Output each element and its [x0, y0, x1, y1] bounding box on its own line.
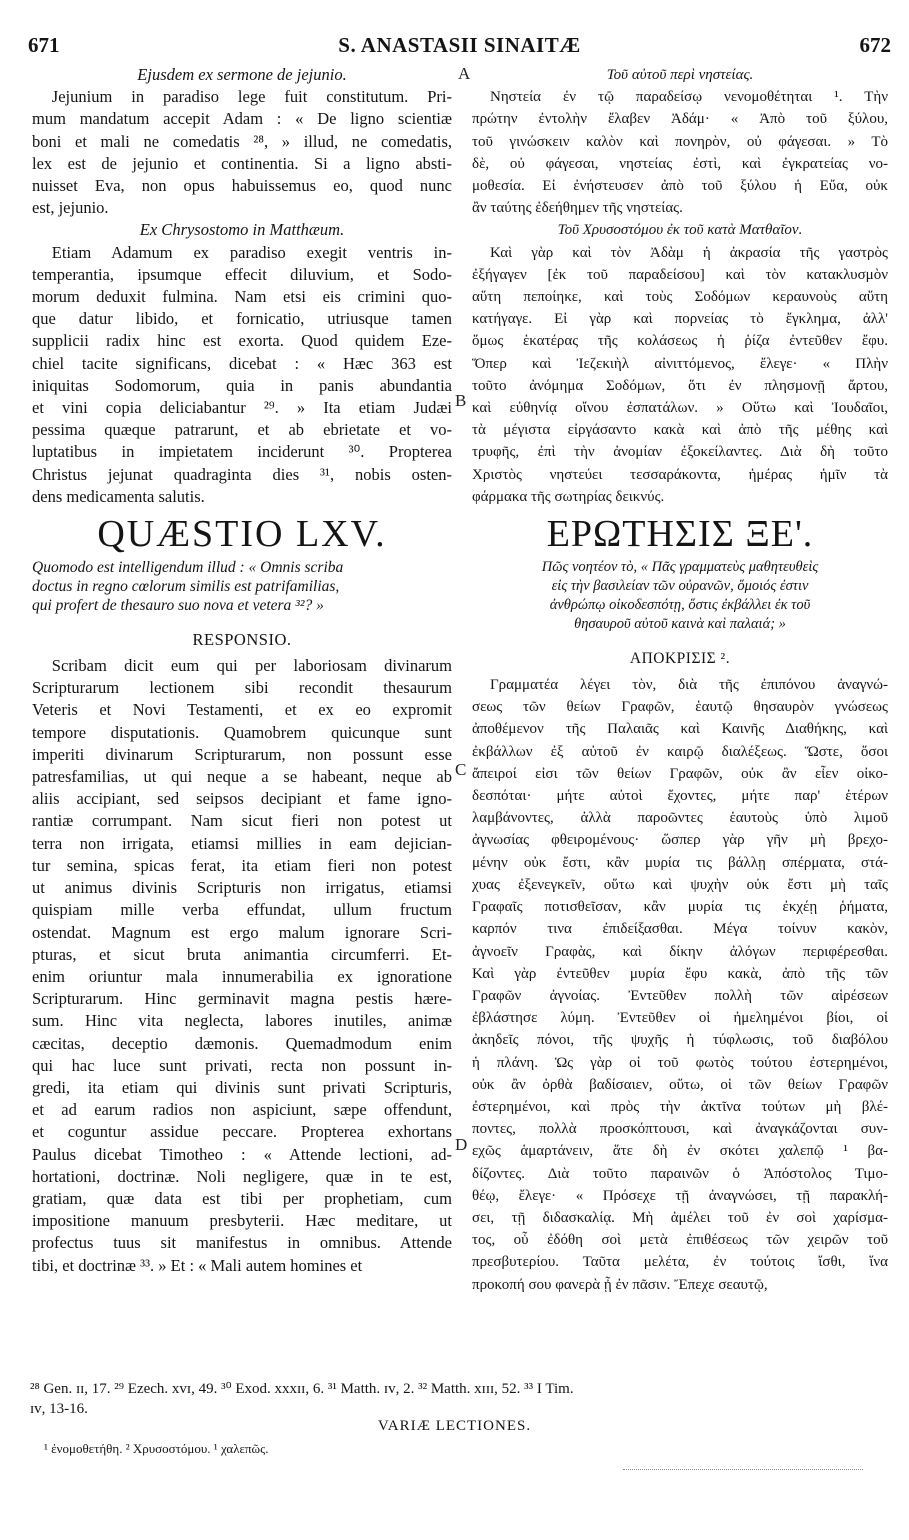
greek-para-1	[472, 86, 888, 219]
latin-para-3-line: tur semina, spicas ferat, ita etiam fieri non potest	[32, 855, 452, 875]
greek-para-3-line: σει, τῇ διδασκαλίᾳ. Μὴ ἀμέλει τοῦ ἐν σοὶ χαρίσμα-	[472, 1209, 888, 1226]
greek-para-3-line: Γραφαῖς ποτισθεῖσαν, κἂν μυρία τις ἐκχέῃ ῥήματα,	[472, 899, 888, 916]
latin-para-3-line: cæcitas, deceptio dæmonis. Quemadmodum enim	[32, 1033, 452, 1053]
latin-para-1-line: lex est de jejunio et continentia. Si a ligno absti-	[32, 153, 452, 173]
greek-question-subtitle-line: Πῶς νοητέον τὸ, « Πᾶς γραμματεὺς μαθητευθεὶς	[541, 559, 819, 576]
greek-para-3-line: μένην οὐκ ἔστι, κἂν μυρία τις βάλλῃ σπέρματα, στά-	[472, 854, 888, 871]
latin-para-3-line: gratiam, quæ data est tibi per prophetiam, cum	[32, 1188, 452, 1208]
greek-question-subtitle-line: ἀνθρώπῳ οἰκοδεσπότῃ, ὅστις ἐκβάλλει ἐκ τοῦ	[549, 597, 811, 614]
latin-para-2-line: Christus jejunat quadraginta dies ³¹, nobis osten-	[32, 464, 452, 484]
greek-para-2-line: κατήγαγε. Εἰ γὰρ καὶ πορνείας τὸ ἔγκλημα, ἀλλ'	[472, 311, 888, 328]
greek-para-2-line: αὕτη πεποίηκε, καὶ τοὺς Σοδόμων κεραυνοὺς αὕτη	[472, 289, 888, 306]
greek-question-subtitle-line: θησαυροῦ αὐτοῦ καινὰ καὶ παλαιά; »	[574, 616, 786, 633]
running-title: S. ANASTASII SINAITÆ	[338, 33, 581, 57]
greek-para-3-line: καρπόν τινα ἐπιδείξασθαι. Μέγα τοίνυν κακὸν,	[472, 921, 888, 938]
greek-para-3-line: Καὶ γὰρ ἐντεῦθεν μυρία ἔφυ κακὰ, ἀπὸ τῆς τῶν	[472, 965, 888, 982]
greek-para-2-line: Χριστὸς νηστεύει τεσσαράκοντα, ἡμέρας ἡμῖν τὰ	[472, 466, 888, 483]
latin-column	[32, 64, 452, 1374]
divider	[623, 1469, 863, 1470]
latin-para-3-line: sum. Hinc vita neglecta, labores inutiles, animæ	[32, 1011, 452, 1031]
latin-para-3-line: enim oriuntur mala innumerabilia ex ignoratione	[32, 966, 452, 986]
variae-lectiones-line: ¹ ἐνομοθετήθη. ² Χρυσοστόμου. ¹ χαλεπῶς.	[44, 1441, 269, 1456]
latin-para-3-line: Veteris et Novi Testamenti, et ex eo expromit	[32, 700, 452, 720]
greek-para-3-line: ἀγνωσίας φθειρομένους· ὥσπερ γὰρ γῆν μὴ βρεχο-	[472, 832, 888, 849]
greek-para-3-line: ἀγνοεῖν Γραφὰς, καὶ δίκην ἀλόγων περιφέρεσθαι.	[472, 943, 888, 960]
latin-para-3-line: ut animus divinis Scripturis non irrigatus, etiamsi	[32, 878, 452, 898]
latin-question-subtitle	[32, 558, 452, 615]
greek-para-3	[472, 674, 888, 1296]
latin-para-2-line: Etiam Adamum ex paradiso exegit ventris in-	[51, 242, 452, 262]
margin-letter-d: D	[455, 1135, 468, 1154]
latin-para-3-line: imperiti divinarum Scripturarum, non possunt esse	[32, 744, 452, 764]
greek-para-3-line: ἐκβάλλων ἐξ αὐτοῦ ἐν καιρῷ διαλέξεως. Ὥστε, ὅσοι	[472, 743, 888, 760]
latin-para-2-line: que datur libido, et fornicatio, utriusque tamen	[32, 309, 452, 329]
greek-question-title: ΕΡΩΤΗΣΙΣ ΞΕ'.	[546, 513, 814, 556]
greek-column	[472, 64, 888, 1374]
page-header	[28, 33, 891, 57]
latin-para-2-line: supplicii radix hinc est exorta. Quod quidem Eze-	[32, 331, 452, 351]
latin-question-title: QUÆSTIO LXV.	[97, 513, 387, 556]
greek-para-1-line: Νηστεία ἐν τῷ παραδείσῳ νενομοθέτηται ¹. Τὴν	[490, 89, 888, 106]
greek-para-3-line: ποντες, πολλὰ προσκόπτουσι, καὶ ἀναγκάζονται συν-	[472, 1121, 888, 1138]
latin-para-3-line: tibi, et doctrinæ ³³. » Et : « Mali autem homines et	[32, 1255, 363, 1275]
latin-para-3-line: Scripturarum lectionem sibi recondit thesaurum	[32, 678, 452, 698]
page-number-left: 671	[28, 33, 60, 57]
greek-para-2-line: ἐξήγαγεν [ἐκ τοῦ παραδείσου] καὶ τὸν κατακλυσμὸν	[472, 266, 888, 283]
latin-para-3	[32, 655, 452, 1277]
latin-para-1-line: boni et mali ne comedatis ²⁸, » illud, ne comedatis,	[32, 131, 452, 151]
greek-para-2-line: τὰ μέγιστα εἰργάσαντο κακὰ καὶ ἀπὸ τῆς μέθης καὶ	[472, 422, 888, 439]
greek-para-3-line: ἀκηδεῖς πόνοι, τῆς ψυχῆς ἡ τύφλωσις, τοῦ διαβόλου	[472, 1032, 888, 1049]
greek-para-3-line: λαμβάνοντες, ἀλλὰ παροῶντες ἑαυτοὺς ὑπὸ λιμοῦ	[472, 810, 888, 827]
greek-para-1-line: τοῦ γινώσκειν καλὸν καὶ πονηρὸν, οὐ φάγεσαι. » Τὸ	[472, 133, 888, 150]
latin-para-1	[32, 86, 452, 219]
latin-para-3-line: et coguntur assidue peccare. Propterea exhortans	[32, 1122, 452, 1142]
greek-para-3-line: Γραφῶν ἀγνοίας. Ἐντεῦθεν πολλὴ τῶν αἱρέσεων	[472, 987, 888, 1004]
greek-para-2-line: Ὅπερ καὶ Ἰεζεκιὴλ αἰνιττόμενος, ἔλεγε· « Πλὴν	[472, 355, 888, 372]
margin-letter-b: B	[455, 391, 467, 410]
greek-heading-nesteia: Τοῦ αὐτοῦ περὶ νηστείας.	[606, 67, 754, 83]
latin-para-1-line: Jejunium in paradiso lege fuit constitutum. Pri-	[51, 87, 452, 107]
greek-para-3-line: προκοπή σου φανερὰ ᾖ ἐν πᾶσιν. Ἔπεχε σεαυτῷ,	[472, 1276, 768, 1293]
variae-lectiones-heading: VARIÆ LECTIONES.	[377, 1418, 532, 1434]
latin-para-3-line: impositione manuum presbyterii. Hæc meditare, ut	[32, 1211, 452, 1231]
greek-para-2-line: Καὶ γὰρ καὶ τὸν Ἀδὰμ ἡ ἀκρασία τῆς γαστρὸς	[490, 244, 888, 261]
latin-para-2-line: pessima quæque patrarunt, et ab ebrietate et vo-	[32, 420, 452, 440]
latin-para-3-line: quispiam mille verba effundat, ullum fructum	[32, 900, 452, 920]
latin-question-subtitle-line: qui profert de thesauro suo nova et vetera ³²? »	[32, 597, 324, 615]
latin-para-2-line: dens medicamenta salutis.	[32, 486, 205, 506]
latin-para-3-line: terra non irrigata, etiamsi millies in eam dejician-	[32, 833, 452, 853]
latin-para-2-line: morum deduxit fulmina. Nam etsi eis crimini quo-	[32, 287, 452, 307]
latin-para-3-line: hortationi, doctrinæ. Noli negligere, quæ in te est,	[32, 1166, 452, 1186]
latin-para-3-line: aliis accipiant, sed seipsos decipiant et fame igno-	[32, 789, 452, 809]
greek-apokrisis-heading: ΑΠΟΚΡΙΣΙΣ ².	[629, 650, 731, 668]
greek-para-3-line: Γραμματέα λέγει τὸν, διὰ τῆς ἐπιπόνου ἀναγνώ-	[490, 677, 888, 694]
greek-para-3-line: χυας ἐξενεγκεῖν, οὕτω καὶ ψυχὴν οὐκ ἔστι μὴ ταῖς	[472, 876, 888, 893]
latin-question-subtitle-line: doctus in regno cœlorum similis est patrifamilias,	[32, 578, 340, 596]
latin-para-3-line: Paulus dicebat Timotheo : « Attende lectioni, ad-	[32, 1144, 452, 1164]
latin-para-1-line: nuisset Eva, non opus habuissemus eo, quod nunc	[32, 176, 452, 196]
latin-para-1-line: est, jejunio.	[32, 198, 109, 218]
greek-para-2-line: ὅμως ἑκατέρας τῆς κολάσεως ἡ ῥίζα ἐντεῦθεν ἔφυ.	[472, 333, 888, 350]
latin-para-3-line: Scripturarum. Hinc germinavit magna pestis hære-	[32, 989, 452, 1009]
latin-para-3-line: patresfamilias, ut qui neque a se habeant, neque ab	[32, 767, 452, 787]
margin-letter-c: C	[455, 760, 467, 779]
margin-letter-a: A	[458, 64, 471, 83]
latin-question-subtitle-line: Quomodo est intelligendum illud : « Omnis scriba	[32, 559, 344, 577]
greek-para-3-line: οὐκ ἂν ὀρθὰ βαδίσαιεν, οὕτω, οἱ τῶν θείων Γραφῶν	[472, 1076, 888, 1093]
greek-para-3-line: ἐστερημένοι, καὶ πρὸς τὴν ἀκτῖνα τούτων μὴ βλέ-	[472, 1098, 888, 1115]
latin-para-3-line: pturas, et sicut bruta animantia circumferri. Et-	[32, 944, 452, 964]
latin-heading-chrysostom: Ex Chrysostomo in Matthæum.	[139, 220, 345, 240]
latin-heading-jejunio: Ejusdem ex sermone de jejunio.	[137, 65, 347, 84]
greek-question-subtitle-line: εἰς τὴν βασιλείαν τῶν οὐρανῶν, ὅμοιός ἐστιν	[551, 578, 809, 595]
greek-para-1-line: μοθεσία. Εἰ ἐνήστευσεν ἀπὸ τοῦ ξύλου ἡ Εὔα, οὐκ	[472, 178, 888, 195]
footnote-line-1: ²⁸ Gen. ɪɪ, 17. ²⁹ Ezech. xᴠɪ, 49. ³⁰ Exod. xxxɪɪ, 6. ³¹ Matth. ɪᴠ, 2. ³² Matth. xɪɪɪ, 52. ³³ I Tim.	[30, 1381, 574, 1397]
greek-question-subtitle	[472, 558, 888, 634]
greek-para-3-line: ἀποθέμενον τῆς Παλαιᾶς καὶ Καινῆς Διαθήκης, καὶ	[472, 721, 888, 738]
greek-para-3-line: θέῳ, ἔλεγε· « Πρόσεχε τῇ ἀναγνώσει, τῇ παρακλή-	[472, 1187, 888, 1204]
latin-para-2-line: iniquitas Sodomorum, quia in panis abundantia	[32, 375, 452, 395]
greek-para-2-line: φάρμακα τῆς σωτηρίας δεικνύς.	[472, 488, 665, 505]
greek-para-3-line: δεσπόται· μήτε αὐτοὶ ἔχοντες, μήτε παρ' ἑτέρων	[472, 788, 888, 805]
latin-para-1-line: mum mandatum accepit Adam : « De ligno scientiæ	[32, 109, 452, 129]
greek-para-3-line: ἄπειροί εἰσι τῶν θείων Γραφῶν, οὐκ ἂν εἶεν οἰκο-	[472, 765, 888, 782]
latin-para-3-line: rantiæ corrumpant. Nam sicut fieri non potest ut	[32, 811, 452, 831]
greek-para-3-line: πρεσβυτερίου. Ταῦτα μελέτα, ἐν τούτοις ἴσθι, ἵνα	[472, 1254, 888, 1271]
page-number-right: 672	[859, 33, 891, 57]
latin-para-3-line: qui hac luce sunt privati, recta non possunt in-	[32, 1055, 452, 1075]
latin-para-3-line: tempore disputationis. Quamobrem quicunque sunt	[32, 722, 452, 742]
greek-para-3-line: εχῶς ἁμαρτάνειν, ἅτε δὴ ἐν σκότει χαλεπῷ ¹ βα-	[472, 1143, 888, 1160]
greek-para-3-line: σεως τῶν θείων Γραφῶν, ἑαυτῷ θησαυρὸν γνώσεως	[472, 699, 888, 716]
latin-para-3-line: gredi, ita etiam qui divinis sunt privati Scripturis,	[32, 1077, 452, 1097]
footnotes	[30, 1379, 891, 1419]
greek-para-3-line: δίζοντες. Διὰ τοῦτο παραινῶν ὁ Ἀπόστολος Τιμο-	[472, 1165, 888, 1182]
latin-para-2	[32, 242, 452, 508]
latin-para-3-line: ostendat. Magnum est ergo malum ignorare Scri-	[32, 922, 452, 942]
greek-heading-chrysostom: Τοῦ Χρυσοστόμου ἐκ τοῦ κατὰ Ματθαῖον.	[557, 222, 803, 239]
latin-para-2-line: temperantia, ipsumque effecit diluvium, et Sodo-	[32, 264, 452, 284]
greek-para-2-line: τοῦτο ἀνόμημα Σοδόμων, ὅτι ἐν πλησμονῇ ἄρτου,	[472, 377, 888, 394]
latin-para-2-line: luptatibus in impietatem inciderunt ³⁰. Propterea	[32, 442, 452, 462]
latin-para-3-line: Scribam dicit eum qui per laboriosam divinarum	[51, 656, 452, 676]
greek-para-2-line: τρυφῆς, ἐπὶ τὴν ἀνομίαν ἐξοκείλαντες. Διὰ δὴ τοῦτο	[472, 444, 888, 461]
footnote-line-2: ɪᴠ, 13-16.	[30, 1401, 88, 1417]
greek-para-1-line: ἂν ταύτης ἐδεήθημεν τῆς νηστείας.	[472, 200, 683, 217]
greek-para-1-line: πρώτην ἐντολὴν ἔλαβεν Ἀδάμ· « Ἀπὸ τοῦ ξύλου,	[472, 111, 888, 128]
greek-para-2	[472, 242, 888, 508]
greek-para-3-line: τος, οὗ ἐδόθη σοὶ μετὰ ἐπιθέσεως τῶν χειρῶν τοῦ	[472, 1232, 888, 1249]
latin-para-2-line: chiel tacite significans, dicebat : « Hæc 363 est	[32, 353, 452, 373]
latin-para-2-line: et vini copia deliciabantur ²⁹. » Ita etiam Judæi	[32, 398, 452, 418]
latin-responsio-heading: RESPONSIO.	[192, 630, 292, 650]
greek-para-1-line: δὲ, οὐ φάγεσαι, νηστείας ἐστὶ, καὶ ἐγκρατείας νο-	[472, 155, 888, 172]
greek-para-3-line: ἡ πλάνη. Ὡς γὰρ οἱ τοῦ φωτὸς τούτου ἐστερημένοι,	[472, 1054, 888, 1071]
greek-para-3-line: ἐβλάστησε λύμη. Ἐντεῦθεν οἱ ἠμελημένοι βίοι, οἱ	[472, 1010, 888, 1027]
greek-para-2-line: καὶ εὐθηνίᾳ οἴνου ἐσπατάλων. » Οὕτω καὶ Ἰουδαῖοι,	[472, 400, 888, 417]
latin-para-3-line: profectus tuus sit manifestus in omnibus. Attende	[32, 1233, 452, 1253]
latin-para-3-line: et ad earum radios non aspiciunt, sæpe offendunt,	[32, 1100, 452, 1120]
